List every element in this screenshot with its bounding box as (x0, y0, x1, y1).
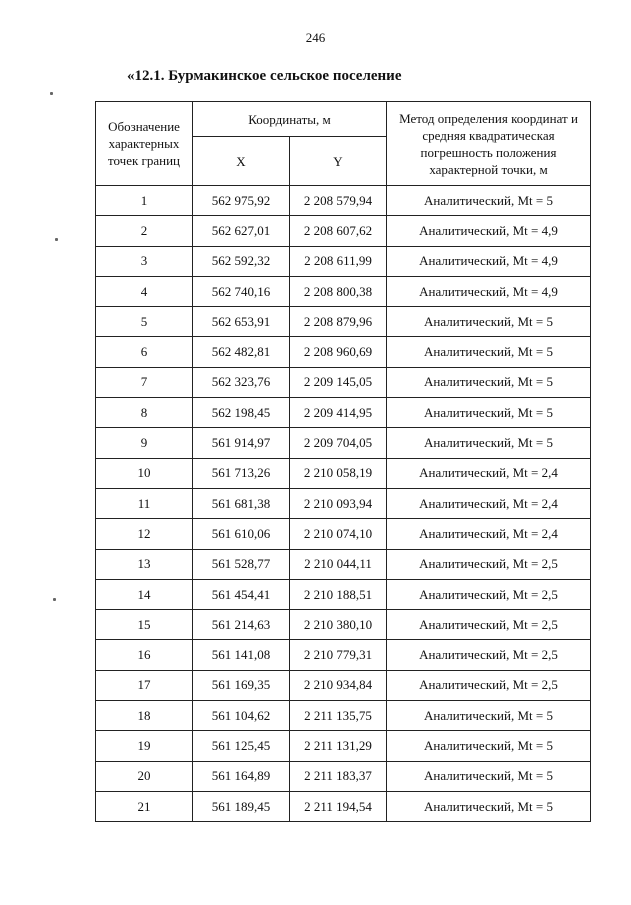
cell-point-number: 9 (96, 428, 193, 458)
cell-x: 562 653,91 (193, 307, 290, 337)
cell-method: Аналитический, Mt = 4,9 (387, 276, 591, 306)
scan-speck (53, 598, 56, 601)
table-row (96, 458, 591, 488)
cell-method: Аналитический, Mt = 2,5 (387, 579, 591, 609)
cell-point-number: 19 (96, 731, 193, 761)
cell-method: Аналитический, Mt = 2,5 (387, 640, 591, 670)
cell-x: 561 169,35 (193, 670, 290, 700)
cell-x: 561 610,06 (193, 519, 290, 549)
cell-point-number: 1 (96, 186, 193, 216)
table-row (96, 519, 591, 549)
cell-y: 2 208 800,38 (290, 276, 387, 306)
cell-method: Аналитический, Mt = 4,9 (387, 246, 591, 276)
cell-method: Аналитический, Mt = 5 (387, 761, 591, 791)
cell-y: 2 208 611,99 (290, 246, 387, 276)
cell-point-number: 15 (96, 610, 193, 640)
cell-point-number: 8 (96, 398, 193, 428)
cell-y: 2 209 145,05 (290, 367, 387, 397)
table-row (96, 701, 591, 731)
header-coordinates: Координаты, м (193, 102, 387, 137)
cell-y: 2 210 380,10 (290, 610, 387, 640)
cell-x: 562 592,32 (193, 246, 290, 276)
cell-method: Аналитический, Mt = 5 (387, 398, 591, 428)
cell-point-number: 18 (96, 701, 193, 731)
cell-method: Аналитический, Mt = 5 (387, 337, 591, 367)
cell-point-number: 13 (96, 549, 193, 579)
table-row (96, 337, 591, 367)
cell-method: Аналитический, Mt = 2,5 (387, 610, 591, 640)
table-row (96, 670, 591, 700)
table-row (96, 549, 591, 579)
table-row (96, 216, 591, 246)
cell-y: 2 208 960,69 (290, 337, 387, 367)
cell-y: 2 210 093,94 (290, 488, 387, 518)
cell-point-number: 16 (96, 640, 193, 670)
cell-x: 561 454,41 (193, 579, 290, 609)
table-body (96, 186, 591, 822)
cell-method: Аналитический, Mt = 2,4 (387, 519, 591, 549)
table-row (96, 307, 591, 337)
cell-point-number: 6 (96, 337, 193, 367)
cell-point-number: 10 (96, 458, 193, 488)
cell-point-number: 11 (96, 488, 193, 518)
cell-method: Аналитический, Mt = 2,4 (387, 488, 591, 518)
cell-x: 562 198,45 (193, 398, 290, 428)
cell-x: 561 189,45 (193, 791, 290, 821)
cell-method: Аналитический, Mt = 5 (387, 701, 591, 731)
cell-x: 561 528,77 (193, 549, 290, 579)
cell-y: 2 211 183,37 (290, 761, 387, 791)
cell-y: 2 209 704,05 (290, 428, 387, 458)
table-row (96, 731, 591, 761)
cell-x: 561 214,63 (193, 610, 290, 640)
cell-point-number: 14 (96, 579, 193, 609)
cell-y: 2 210 934,84 (290, 670, 387, 700)
cell-x: 561 164,89 (193, 761, 290, 791)
header-x: X (193, 137, 290, 186)
table-row (96, 488, 591, 518)
cell-method: Аналитический, Mt = 5 (387, 186, 591, 216)
cell-x: 562 627,01 (193, 216, 290, 246)
cell-point-number: 12 (96, 519, 193, 549)
cell-point-number: 7 (96, 367, 193, 397)
cell-method: Аналитический, Mt = 5 (387, 791, 591, 821)
table-row (96, 246, 591, 276)
table-row (96, 186, 591, 216)
cell-y: 2 210 074,10 (290, 519, 387, 549)
cell-y: 2 211 131,29 (290, 731, 387, 761)
table-row (96, 761, 591, 791)
cell-method: Аналитический, Mt = 5 (387, 428, 591, 458)
cell-x: 562 482,81 (193, 337, 290, 367)
cell-y: 2 210 044,11 (290, 549, 387, 579)
cell-method: Аналитический, Mt = 5 (387, 731, 591, 761)
table-row (96, 398, 591, 428)
table-row (96, 367, 591, 397)
cell-point-number: 3 (96, 246, 193, 276)
cell-x: 561 104,62 (193, 701, 290, 731)
section-title: «12.1. Бурмакинское сельское поселение (127, 68, 402, 84)
table-header (96, 102, 591, 186)
cell-point-number: 17 (96, 670, 193, 700)
cell-point-number: 4 (96, 276, 193, 306)
header-y: Y (290, 137, 387, 186)
cell-method: Аналитический, Mt = 5 (387, 367, 591, 397)
table-row (96, 791, 591, 821)
coordinates-table (95, 101, 591, 822)
table-row (96, 579, 591, 609)
cell-x: 561 681,38 (193, 488, 290, 518)
cell-point-number: 5 (96, 307, 193, 337)
cell-point-number: 20 (96, 761, 193, 791)
cell-y: 2 211 135,75 (290, 701, 387, 731)
cell-x: 561 713,26 (193, 458, 290, 488)
header-designation: Обозначение характерных точек границ (96, 102, 193, 186)
cell-method: Аналитический, Mt = 2,5 (387, 670, 591, 700)
page-number: 246 (305, 30, 326, 45)
cell-method: Аналитический, Mt = 2,4 (387, 458, 591, 488)
cell-y: 2 211 194,54 (290, 791, 387, 821)
cell-y: 2 208 579,94 (290, 186, 387, 216)
table-row (96, 610, 591, 640)
cell-x: 561 141,08 (193, 640, 290, 670)
cell-point-number: 2 (96, 216, 193, 246)
cell-x: 562 740,16 (193, 276, 290, 306)
cell-method: Аналитический, Mt = 5 (387, 307, 591, 337)
table-row (96, 276, 591, 306)
cell-method: Аналитический, Mt = 2,5 (387, 549, 591, 579)
header-method: Метод определения координат и средняя квадратическая погрешность положения характерной точки, м (387, 102, 591, 186)
cell-y: 2 210 058,19 (290, 458, 387, 488)
table-row (96, 640, 591, 670)
cell-y: 2 209 414,95 (290, 398, 387, 428)
cell-method: Аналитический, Mt = 4,9 (387, 216, 591, 246)
cell-point-number: 21 (96, 791, 193, 821)
cell-x: 561 914,97 (193, 428, 290, 458)
cell-x: 562 323,76 (193, 367, 290, 397)
cell-y: 2 210 188,51 (290, 579, 387, 609)
scan-speck (50, 92, 53, 95)
cell-y: 2 210 779,31 (290, 640, 387, 670)
scan-speck (55, 238, 58, 241)
cell-y: 2 208 607,62 (290, 216, 387, 246)
table-row (96, 428, 591, 458)
cell-x: 561 125,45 (193, 731, 290, 761)
cell-x: 562 975,92 (193, 186, 290, 216)
cell-y: 2 208 879,96 (290, 307, 387, 337)
